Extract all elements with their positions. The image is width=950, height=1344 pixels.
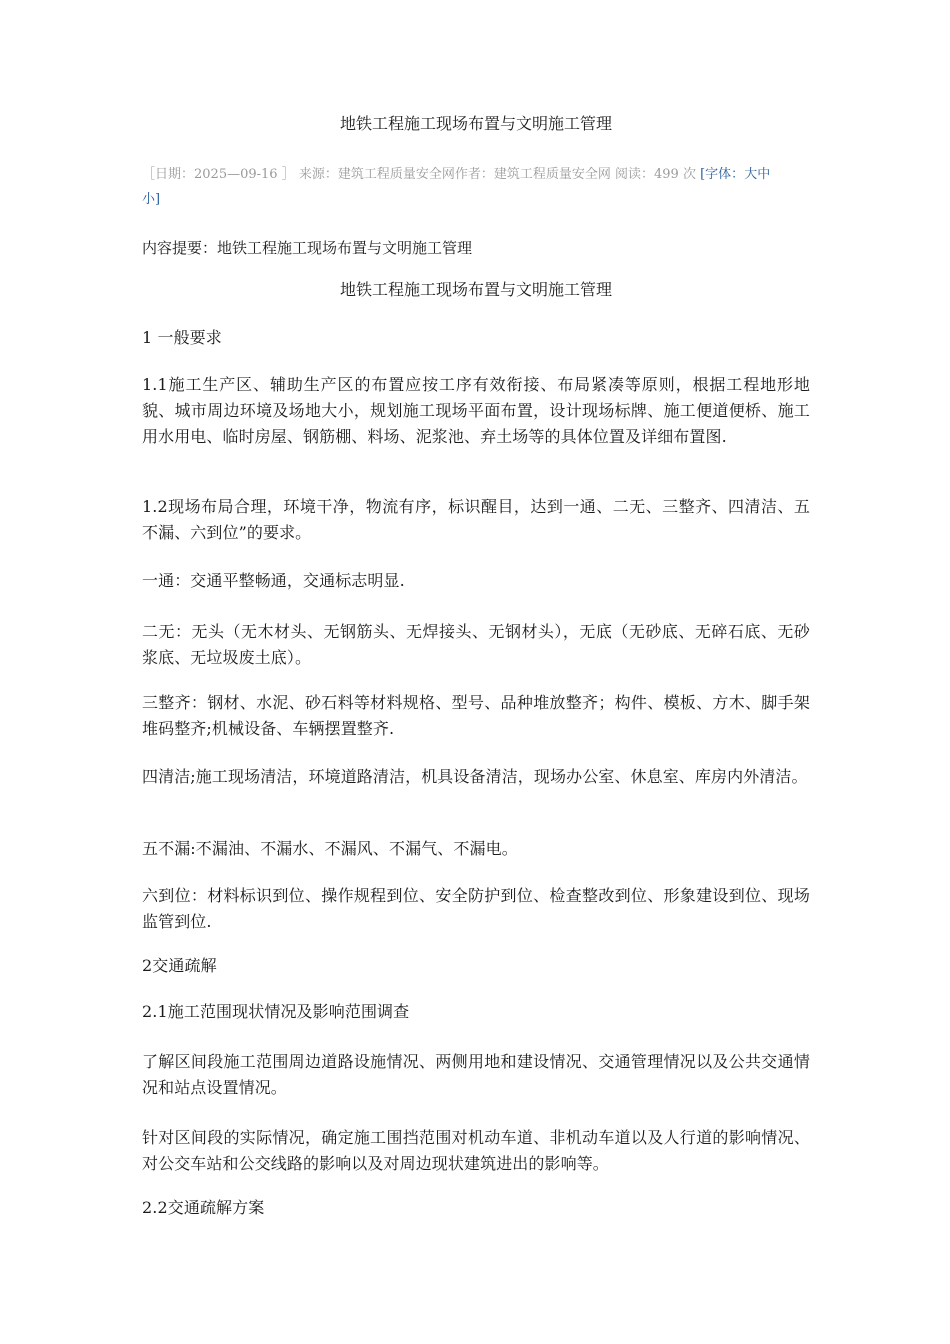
paragraph: 二无：无头（无木材头、无钢筋头、无焊接头、无钢材头），无底（无砂底、无碎石底、无砂浆底、无垃圾废土底）。	[142, 622, 810, 667]
paragraph: 1.1施工生产区、辅助生产区的布置应按工序有效衔接、布局紧凑等原则，根据工程地形地貌、城市周边环境及场地大小，规划施工现场平面布置，设计现场标牌、施工便道便桥、施工用水用电、临时房屋、钢筋棚、料场、泥浆池、弃土场等的具体位置及详细布置图.	[142, 375, 810, 446]
paragraph: 四清洁;施工现场清洁，环境道路清洁，机具设备清洁，现场办公室、休息室、库房内外清洁。	[142, 767, 808, 786]
meta-reads: 阅读：499 次	[615, 167, 696, 182]
article-subtitle: 地铁工程施工现场布置与文明施工管理	[339, 280, 612, 299]
article-summary: 内容提要：地铁工程施工现场布置与文明施工管理	[142, 239, 473, 257]
font-small-link[interactable]: 小	[142, 192, 156, 207]
meta-source: 来源：建筑工程质量安全网	[298, 167, 455, 182]
paragraph: 五不漏:不漏油、不漏水、不漏风、不漏气、不漏电。	[142, 839, 518, 858]
paragraph: 针对区间段的实际情况，确定施工围挡范围对机动车道、非机动车道以及人行道的影响情况、对公交车站和公交线路的影响以及对周边现状建筑进出的影响等。	[142, 1128, 810, 1173]
font-size-label: [字体：	[700, 167, 745, 182]
meta-date: ［日期：2025—09-16 ］	[142, 167, 295, 182]
subsection-heading: 2.1施工范围现状情况及影响范围调查	[142, 1002, 410, 1021]
font-medium-link[interactable]: 中	[757, 167, 771, 182]
paragraph: 一通：交通平整畅通，交通标志明显.	[142, 571, 405, 590]
paragraph: 了解区间段施工范围周边道路设施情况、两侧用地和建设情况、交通管理情况以及公共交通情况和站点设置情况。	[142, 1052, 810, 1097]
section-heading: 2交通疏解	[142, 956, 217, 975]
paragraph: 三整齐：钢材、水泥、砂石料等材料规格、型号、品种堆放整齐；构件、模板、方木、脚手架堆码整齐;机械设备、车辆摆置整齐.	[142, 693, 810, 738]
article-meta	[142, 162, 810, 212]
section-heading: 1 一般要求	[142, 328, 222, 347]
font-size-close: ]	[155, 192, 161, 207]
meta-author: 作者：建筑工程质量安全网	[454, 167, 611, 182]
subsection-heading: 2.2交通疏解方案	[142, 1198, 265, 1217]
paragraph: 六到位：材料标识到位、操作规程到位、安全防护到位、检查整改到位、形象建设到位、现场监管到位.	[142, 886, 810, 931]
paragraph: 1.2现场布局合理，环境干净，物流有序，标识醒目，达到一通、二无、三整齐、四清洁、五不漏、六到位”的要求。	[142, 497, 810, 542]
font-large-link[interactable]: 大	[744, 167, 758, 182]
article-title: 地铁工程施工现场布置与文明施工管理	[339, 114, 612, 133]
